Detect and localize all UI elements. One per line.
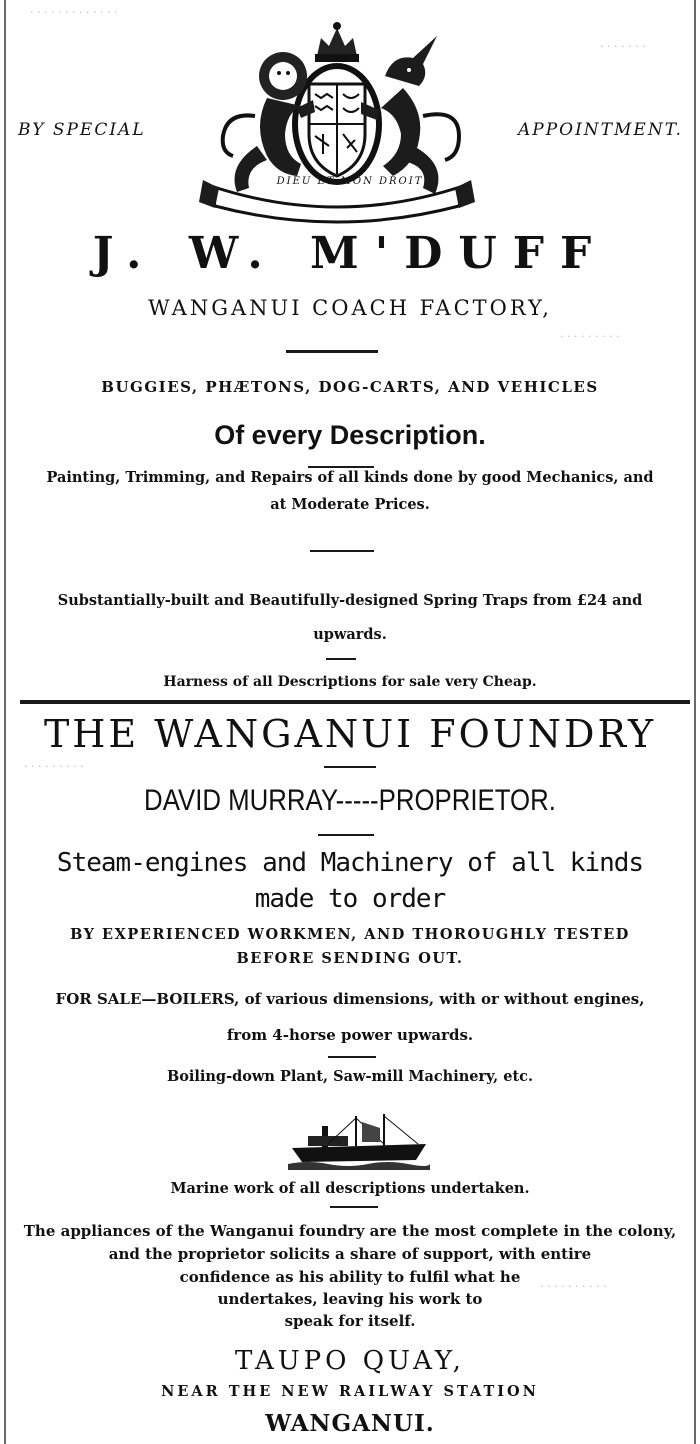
by-special-label: BY SPECIAL — [18, 120, 146, 140]
traps-line-1: Substantially-built and Beautifully-designed Spring Traps from £24 and — [57, 592, 643, 609]
coach-factory-subheading: WANGANUI COACH FACTORY, — [148, 296, 552, 320]
address-wanganui: WANGANUI. — [265, 1410, 435, 1437]
painting-line-1: Painting, Trimming, and Repairs of all kinds done by good Mechanics, and — [46, 469, 654, 486]
divider-rule — [328, 1056, 376, 1058]
vehicles-line: BUGGIES, PHÆTONS, DOG-CARTS, AND VEHICLES — [101, 378, 599, 396]
divider-rule — [324, 766, 376, 768]
workmen-line-1: BY EXPERIENCED WORKMEN, AND THOROUGHLY TESTED — [70, 926, 630, 943]
foundry-heading: THE WANGANUI FOUNDRY — [43, 712, 657, 756]
bleed-through-text: · · · · · · · · · · · · · — [30, 6, 118, 19]
steam-engines-line-1: Steam-engines and Machinery of all kinds — [56, 848, 644, 878]
divider-rule — [310, 550, 374, 552]
plant-machinery-line: Boiling-down Plant, Saw-mill Machinery, etc. — [166, 1068, 534, 1085]
divider-rule — [326, 658, 356, 660]
address-taupo-quay: TAUPO QUAY, — [235, 1346, 465, 1376]
crest-motto: DIEU ET MON DROIT — [276, 176, 424, 187]
every-description-heading: Of every Description. — [214, 420, 486, 450]
appointment-label: APPOINTMENT. — [518, 120, 683, 140]
business-name-heading: J. W. M'DUFF — [92, 228, 608, 279]
appliances-line-2: and the proprietor solicits a share of support, with entire — [108, 1245, 592, 1263]
bleed-through-text: · · · · · · · · · — [560, 330, 620, 343]
royal-coat-of-arms-image — [197, 16, 477, 224]
divider-rule — [318, 834, 374, 836]
divider-rule — [308, 466, 374, 468]
address-near-station: NEAR THE NEW RAILWAY STATION — [161, 1383, 539, 1400]
bleed-through-text: · · · · · · · · · — [24, 760, 84, 773]
harness-line: Harness of all Descriptions for sale very Cheap. — [163, 674, 537, 690]
marine-work-line: Marine work of all descriptions undertaken. — [170, 1180, 530, 1197]
workmen-line-2: BEFORE SENDING OUT. — [236, 950, 464, 967]
painting-line-2: at Moderate Prices. — [270, 496, 430, 513]
proprietor-line: DAVID MURRAY-----PROPRIETOR. — [144, 784, 556, 817]
section-divider — [20, 700, 690, 704]
appliances-line-5: speak for itself. — [284, 1312, 416, 1330]
steam-engines-line-2: made to order — [254, 884, 446, 914]
boilers-sale-line-1: FOR SALE—BOILERS, of various dimensions, with or without engines, — [55, 990, 645, 1008]
steamship-icon — [288, 1112, 430, 1170]
divider-rule — [286, 350, 378, 353]
bleed-through-text: · · · · · · · · · · — [540, 1280, 607, 1293]
appliances-line-3: confidence as his ability to fulfil what he — [179, 1268, 521, 1286]
appliances-line-1: The appliances of the Wanganui foundry are the most complete in the colony, — [23, 1222, 677, 1240]
traps-line-2: upwards. — [313, 626, 387, 643]
bleed-through-text: · · · · · · · — [600, 40, 646, 53]
boilers-sale-line-2: from 4-horse power upwards. — [226, 1026, 474, 1044]
divider-rule — [330, 1206, 378, 1208]
appliances-line-4: undertakes, leaving his work to — [217, 1290, 483, 1308]
